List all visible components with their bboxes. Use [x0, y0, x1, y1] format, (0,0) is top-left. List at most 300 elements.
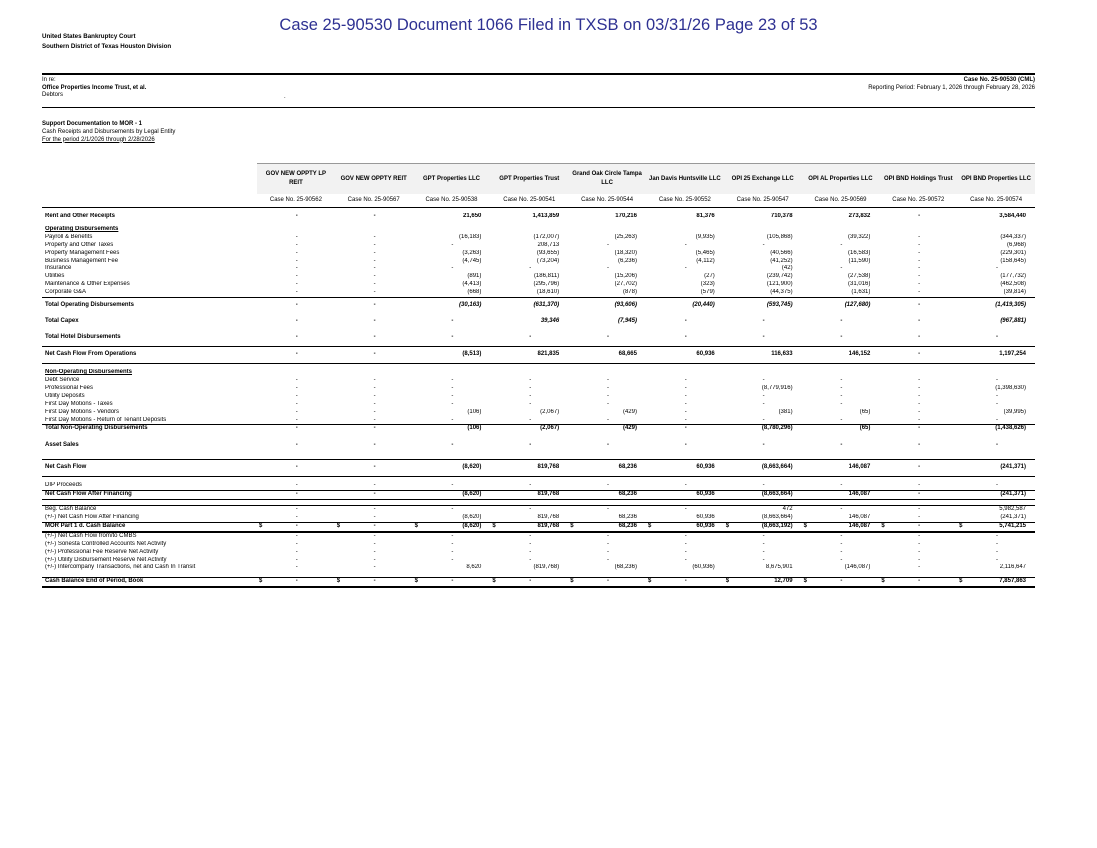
table-row: [42, 369, 1035, 377]
table-cell: [646, 242, 724, 250]
table-cell: [802, 438, 880, 454]
table-cell: [568, 250, 646, 258]
cell-value: -: [762, 392, 765, 399]
table-cell: [802, 393, 880, 401]
table-cell: [413, 250, 491, 258]
cell-value: -: [373, 564, 376, 571]
table-cell: [879, 273, 957, 281]
table-cell: [802, 564, 880, 572]
table-cell: [879, 564, 957, 572]
table-cell: [646, 506, 724, 514]
table-cell: [879, 532, 957, 541]
cell-value: -: [918, 241, 921, 248]
table-cell: [335, 385, 413, 393]
table-cell: [802, 213, 880, 221]
table-cell: [724, 578, 802, 587]
row-label: First Day Motions - Vendors: [45, 408, 120, 415]
table-row: [42, 265, 1035, 273]
cell-value: (8,513): [462, 351, 482, 358]
cell-value: 39,346: [540, 318, 560, 325]
cell-value: -: [762, 442, 765, 449]
cell-value: -: [529, 416, 532, 423]
table-row: [42, 491, 1035, 500]
table-cell: [802, 514, 880, 522]
table-cell: [257, 377, 335, 385]
court-line-2: Southern District of Texas Houston Division: [42, 42, 172, 50]
table-cell: [257, 425, 335, 433]
table-cell: [879, 377, 957, 385]
table-cell: [413, 578, 491, 587]
cell-value: -: [295, 506, 298, 513]
cell-value: -: [762, 548, 765, 555]
cell-value: (8,663,664): [761, 464, 793, 471]
cell-value: -: [840, 482, 843, 489]
table-cell: [257, 506, 335, 514]
cell-value: (8,620): [462, 491, 482, 498]
cell-value: -: [295, 392, 298, 399]
table-cell: [490, 234, 568, 242]
table-cell: [257, 549, 335, 557]
cell-value: 8,620: [466, 564, 482, 571]
table-cell: [957, 541, 1035, 549]
cell-value: 472: [782, 506, 793, 513]
table-cell: [413, 273, 491, 281]
table-cell: [957, 522, 1035, 531]
table-cell: [879, 298, 957, 315]
cell-value: (668): [467, 289, 482, 296]
case-info: [868, 77, 1035, 92]
table-cell: [879, 281, 957, 289]
table-cell: [490, 289, 568, 297]
table-cell: [413, 417, 491, 425]
table-cell: [646, 234, 724, 242]
table-cell-empty: [335, 226, 413, 234]
case-row-blank: [42, 194, 257, 208]
table-cell: [957, 417, 1035, 425]
row-label: Property Management Fees: [45, 249, 120, 256]
cell-value: -: [762, 334, 765, 341]
table-cell-empty: [257, 369, 335, 377]
table-cell: [802, 578, 880, 587]
row-label: Maintenance & Other Expenses: [45, 281, 130, 288]
table-cell: [335, 289, 413, 297]
cell-value: -: [918, 273, 921, 280]
table-cell: [802, 242, 880, 250]
currency-symbol: $: [959, 578, 963, 585]
table-cell: [879, 213, 957, 221]
table-cell: [802, 298, 880, 315]
table-row: [42, 347, 1035, 364]
cell-value: -: [840, 318, 843, 325]
support-heading: [42, 121, 175, 144]
table-cell: [490, 281, 568, 289]
currency-symbol: $: [570, 578, 574, 585]
table-cell: [879, 385, 957, 393]
table-cell: [257, 578, 335, 587]
cell-value: -: [295, 425, 298, 432]
cell-value: -: [918, 233, 921, 240]
cell-value: 819,768: [537, 464, 560, 471]
table-cell: [724, 482, 802, 490]
table-cell: [724, 377, 802, 385]
table-cell: [802, 532, 880, 541]
cell-value: -: [529, 442, 532, 449]
cell-value: 2,116,647: [999, 564, 1026, 571]
cell-value: (9,935): [695, 233, 715, 240]
table-row: [42, 460, 1035, 477]
table-cell: [568, 522, 646, 531]
cell-value: -: [918, 522, 921, 529]
table-cell: [879, 460, 957, 477]
table-cell: [413, 482, 491, 490]
table-cell: [802, 273, 880, 281]
cell-value: -: [918, 302, 921, 309]
table-cell: [646, 393, 724, 401]
cell-value: -: [996, 376, 998, 383]
cell-value: 146,152: [848, 351, 871, 358]
table-cell: [724, 506, 802, 514]
row-label: DIP Proceeds: [42, 482, 257, 490]
row-label: (+/-) Utility Disbursement Reserve Net Activity: [45, 556, 167, 563]
cell-value: -: [295, 400, 298, 407]
cell-value: (18,320): [614, 249, 637, 256]
table-cell: [879, 347, 957, 364]
cell-value: (60,936): [692, 564, 715, 571]
table-cell: [335, 482, 413, 490]
cell-value: -: [373, 408, 376, 415]
cell-value: (106): [467, 425, 482, 432]
table-cell-empty: [957, 369, 1035, 377]
row-label: Total Capex: [45, 318, 79, 325]
table-cell: [490, 522, 568, 531]
table-cell: [568, 314, 646, 330]
table-cell: [802, 289, 880, 297]
table-row: [42, 314, 1035, 330]
cell-value: -: [373, 548, 376, 555]
row-label: Net Cash Flow: [42, 460, 257, 477]
cell-value: -: [684, 442, 687, 449]
table-cell: [257, 314, 335, 330]
table-cell: [879, 417, 957, 425]
currency-symbol: $: [259, 578, 263, 585]
cell-value: (121,900): [766, 281, 793, 288]
table-cell: [413, 564, 491, 572]
table-cell: [879, 393, 957, 401]
cell-value: 1,197,254: [999, 351, 1026, 358]
cell-value: -: [918, 491, 921, 498]
table-row: [42, 250, 1035, 258]
table-cell: [335, 273, 413, 281]
table-cell: [879, 242, 957, 250]
table-cell: [413, 506, 491, 514]
table-cell: [490, 314, 568, 330]
cell-value: -: [451, 506, 454, 513]
cell-value: 710,378: [770, 213, 793, 219]
table-cell: [335, 298, 413, 315]
cell-value: (93,606): [614, 302, 637, 309]
row-label: (+/-) Net Cash Flow from/to CMBS: [45, 532, 137, 539]
table-cell: [257, 258, 335, 266]
cell-value: 5,982,587: [999, 506, 1026, 513]
table-cell: [568, 298, 646, 315]
row-label: Utilities: [45, 273, 65, 280]
cell-value: 3,584,440: [999, 213, 1026, 219]
cell-value: -: [840, 384, 843, 391]
cell-value: -: [295, 556, 298, 563]
cell-value: -: [606, 540, 609, 547]
cell-value: (1,438,626): [995, 425, 1026, 432]
cell-value: -: [529, 392, 532, 399]
in-re-label: In re:: [42, 77, 56, 83]
cell-value: -: [373, 302, 376, 309]
table-cell: [646, 514, 724, 522]
currency-symbol: $: [570, 522, 574, 529]
cell-value: -: [295, 578, 298, 585]
table-cell: [957, 557, 1035, 565]
cell-value: -: [762, 482, 765, 489]
table-cell: [802, 522, 880, 531]
cell-value: -: [762, 416, 765, 423]
table-cell-empty: [257, 226, 335, 234]
table-cell: [724, 258, 802, 266]
table-cell: [335, 314, 413, 330]
table-cell: [568, 377, 646, 385]
column-header: OPI 25 Exchange LLC: [724, 164, 802, 195]
cell-value: -: [684, 425, 687, 432]
cell-value: (462,508): [1000, 281, 1026, 288]
table-cell: [957, 438, 1035, 454]
table-cell: [257, 250, 335, 258]
cell-value: -: [295, 318, 298, 325]
column-header: GOV NEW OPPTY REIT: [335, 164, 413, 195]
row-label: Utility Deposits: [45, 392, 85, 399]
table-cell: [335, 541, 413, 549]
table-cell-empty: [568, 369, 646, 377]
table-row: [42, 258, 1035, 266]
cell-value: -: [606, 384, 609, 391]
cell-value: 60,936: [696, 464, 715, 471]
cell-value: -: [918, 392, 921, 399]
cell-value: -: [918, 281, 921, 288]
cell-value: 146,087: [848, 464, 871, 471]
table-cell: [957, 460, 1035, 477]
table-cell: [957, 425, 1035, 433]
table-cell: [646, 549, 724, 557]
table-cell: [568, 242, 646, 250]
table-cell: [957, 213, 1035, 221]
table-row: [42, 541, 1035, 549]
currency-symbol: $: [803, 578, 807, 585]
cell-value: -: [295, 514, 298, 521]
table-cell-empty: [724, 369, 802, 377]
cell-value: -: [451, 392, 454, 399]
table-cell: [413, 491, 491, 500]
cell-value: (1,631): [851, 289, 871, 296]
table-cell: [879, 314, 957, 330]
cell-value: (819,768): [533, 564, 560, 571]
table-cell: [802, 265, 880, 273]
table-cell: [957, 289, 1035, 297]
column-case-number: Case No. 25-90569: [802, 194, 880, 208]
cell-value: (105,868): [766, 233, 793, 240]
cell-value: -: [918, 249, 921, 256]
table-cell: [490, 425, 568, 433]
table-cell: [335, 491, 413, 500]
table-cell: [724, 314, 802, 330]
table-cell: [646, 377, 724, 385]
table-cell: [335, 417, 413, 425]
cell-value: -: [373, 506, 376, 513]
table-cell: [879, 234, 957, 242]
table-cell: [646, 438, 724, 454]
cell-value: (27,538): [848, 273, 871, 280]
table-cell: [879, 265, 957, 273]
cell-value: (39,995): [1003, 408, 1026, 415]
cell-value: -: [451, 241, 454, 248]
table-cell: [257, 234, 335, 242]
table-cell: [257, 460, 335, 477]
cell-value: (241,371): [1000, 491, 1026, 498]
table-cell-empty: [646, 369, 724, 377]
table-cell: [335, 265, 413, 273]
row-label: Cash Balance End of Period, Book: [42, 578, 257, 587]
table-cell: [413, 532, 491, 541]
cell-value: -: [373, 522, 376, 529]
cell-value: (15,206): [614, 273, 637, 280]
support-title: Support Documentation to MOR - 1: [42, 121, 142, 127]
cell-value: -: [295, 289, 298, 296]
cell-value: -: [373, 556, 376, 563]
cell-value: -: [451, 540, 454, 547]
cell-value: -: [373, 376, 376, 383]
column-case-number: Case No. 25-90574: [957, 194, 1035, 208]
cell-value: -: [684, 334, 687, 341]
cell-value: -: [606, 241, 609, 248]
row-label: Corporate G&A: [42, 289, 257, 297]
row-label: Property and Other Taxes: [45, 241, 114, 248]
cell-value: -: [606, 392, 609, 399]
table-cell: [724, 330, 802, 347]
currency-symbol: $: [414, 578, 418, 585]
cell-value: -: [529, 532, 532, 539]
table-cell: [646, 289, 724, 297]
table-cell: [957, 265, 1035, 273]
cell-value: -: [295, 564, 298, 571]
row-label: Non-Operating Disbursements: [45, 369, 133, 376]
cell-value: -: [606, 556, 609, 563]
table-cell: [568, 417, 646, 425]
table-cell: [646, 265, 724, 273]
filing-stamp: Case 25-90530 Document 1066 Filed in TXSB on 03/31/26 Page 23 of 53: [279, 16, 818, 34]
cell-value: -: [373, 384, 376, 391]
cell-value: 170,216: [615, 213, 637, 219]
cell-value: -: [606, 416, 609, 423]
cell-value: (967,881): [1000, 318, 1026, 325]
cell-value: -: [918, 289, 921, 296]
cell-value: 7,857,863: [999, 578, 1026, 585]
table-cell: [646, 564, 724, 572]
currency-symbol: $: [725, 578, 730, 585]
table-cell: [568, 564, 646, 572]
table-cell: [490, 298, 568, 315]
table-cell: [568, 289, 646, 297]
table-row: [42, 242, 1035, 250]
table-cell: [257, 401, 335, 409]
cell-value: -: [373, 233, 376, 240]
cell-value: (106): [467, 408, 482, 415]
table-row: [42, 506, 1035, 514]
table-cell: [413, 265, 491, 273]
table-row: [42, 522, 1035, 531]
cell-value: (229,301): [1000, 249, 1026, 256]
cell-value: 1,413,859: [532, 213, 560, 219]
table-cell: [568, 506, 646, 514]
table-cell: [257, 541, 335, 549]
cell-value: (8,620): [462, 514, 482, 521]
cell-value: (239,742): [766, 273, 793, 280]
table-cell-empty: [646, 226, 724, 234]
cell-value: 146,087: [848, 514, 871, 521]
cell-value: -: [918, 425, 921, 432]
table-cell: [490, 532, 568, 541]
table-cell: [568, 330, 646, 347]
cell-value: -: [451, 548, 454, 555]
cell-value: (40,566): [770, 249, 793, 256]
table-cell: [335, 234, 413, 242]
table-cell: [724, 514, 802, 522]
cell-value: -: [684, 548, 687, 555]
table-cell: [335, 557, 413, 565]
cell-value: -: [295, 257, 298, 264]
table-cell: [490, 330, 568, 347]
table-cell: [957, 234, 1035, 242]
cell-value: (241,371): [1000, 464, 1026, 471]
cell-value: -: [451, 482, 454, 489]
cell-value: -: [918, 351, 921, 358]
table-cell: [646, 314, 724, 330]
table-cell: [490, 385, 568, 393]
table-cell: [724, 265, 802, 273]
cell-value: -: [606, 548, 609, 555]
cell-value: -: [295, 482, 298, 489]
cell-value: (241,371): [1000, 514, 1026, 521]
cell-value: -: [373, 482, 376, 489]
table-row: [42, 425, 1035, 433]
cell-value: (5,465): [695, 249, 715, 256]
cell-value: -: [373, 442, 376, 449]
column-header: GPT Properties LLC: [413, 164, 491, 195]
cell-value: (8,663,192): [761, 522, 793, 529]
table-cell: [490, 265, 568, 273]
cell-value: -: [529, 265, 532, 272]
table-cell: [413, 393, 491, 401]
table-row: [42, 281, 1035, 289]
table-cell: [957, 549, 1035, 557]
table-cell-empty: [490, 369, 568, 377]
table-cell: [646, 281, 724, 289]
court-name: [42, 32, 171, 51]
cell-value: -: [529, 384, 532, 391]
row-label: Insurance: [45, 265, 72, 272]
table-cell: [957, 532, 1035, 541]
table-cell: [257, 281, 335, 289]
cell-value: -: [606, 265, 609, 272]
table-cell: [646, 532, 724, 541]
table-cell: [879, 522, 957, 531]
column-header: OPI AL Properties LLC: [802, 164, 880, 195]
table-cell: [490, 557, 568, 565]
cell-value: (127,680): [844, 302, 871, 309]
